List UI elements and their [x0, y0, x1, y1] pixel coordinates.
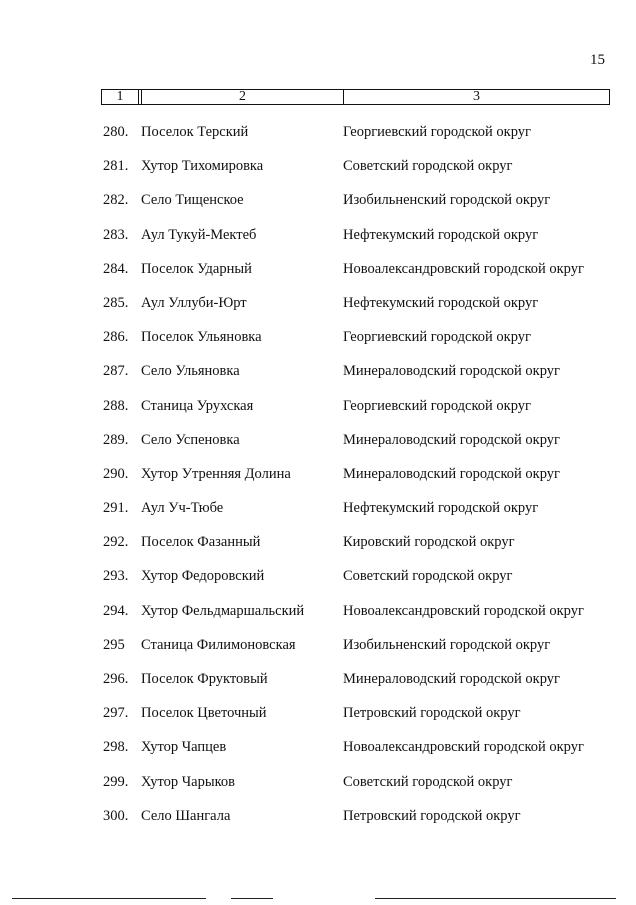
- table-row: [0, 394, 636, 428]
- row-number: 293.: [103, 568, 129, 585]
- district-name: Минераловодский городской округ: [343, 431, 560, 448]
- settlement-name: Аул Уллуби-Юрт: [141, 294, 247, 311]
- row-number: 291.: [103, 500, 129, 517]
- settlement-name: Поселок Ударный: [141, 260, 252, 277]
- table-row: [0, 359, 636, 393]
- settlement-name: Село Тищенское: [141, 192, 244, 209]
- district-name: Георгиевский городской округ: [343, 124, 531, 140]
- row-number: 299.: [103, 773, 129, 790]
- table-row: [0, 291, 636, 325]
- row-number: 284.: [103, 260, 129, 277]
- row-number: 288.: [103, 397, 129, 414]
- settlement-name: Аул Тукуй-Мектеб: [141, 226, 257, 243]
- row-number: 294.: [103, 602, 129, 619]
- row-number: 282.: [103, 192, 129, 209]
- district-name: Георгиевский городской округ: [343, 329, 531, 346]
- footer-rule-middle: [231, 898, 273, 899]
- row-number: 287.: [103, 363, 129, 380]
- header-col-3: 3: [473, 89, 480, 104]
- table-row: [0, 120, 636, 154]
- table-row: [0, 496, 636, 530]
- district-name: Изобильненский городской округ: [343, 192, 551, 209]
- header-col-1: 1: [102, 90, 139, 104]
- settlement-name: Поселок Цветочный: [141, 705, 267, 722]
- settlement-name: Хутор Тихомировка: [141, 158, 264, 175]
- row-number: 289.: [103, 431, 129, 448]
- district-name: Нефтекумский городской округ: [343, 294, 539, 311]
- table-row: [0, 325, 636, 359]
- district-name: Нефтекумский городской округ: [343, 500, 539, 517]
- settlement-name: Село Ульяновка: [141, 363, 240, 380]
- settlement-name: Поселок Ульяновка: [141, 329, 262, 346]
- page-number: 15: [590, 52, 605, 68]
- district-name: Новоалександровский городской округ: [343, 260, 584, 277]
- row-number: 292.: [103, 534, 129, 551]
- table-row: [0, 804, 636, 838]
- table-row: [0, 223, 636, 257]
- settlement-name: Хутор Чапцев: [141, 739, 227, 756]
- table-row: [0, 154, 636, 188]
- footer-rule-left: [12, 898, 206, 899]
- row-number: 281.: [103, 158, 129, 175]
- table-row: [0, 462, 636, 496]
- settlement-name: Село Успеновка: [141, 431, 240, 448]
- district-name: Петровский городской округ: [343, 807, 521, 824]
- settlement-name: Хутор Чарыков: [141, 773, 235, 790]
- table-row: [0, 564, 636, 598]
- row-number: 290.: [103, 465, 129, 482]
- row-number: 285.: [103, 294, 129, 311]
- district-name: Изобильненский городской округ: [343, 636, 551, 653]
- district-name: Петровский городской округ: [343, 705, 521, 722]
- header-col-2: 2: [141, 90, 344, 104]
- table-row: [0, 257, 636, 291]
- row-number: 280.: [103, 124, 129, 140]
- settlement-name: Станица Урухская: [141, 397, 254, 414]
- table-row: [0, 428, 636, 462]
- row-number: 283.: [103, 226, 129, 243]
- table-row: [0, 188, 636, 222]
- table-row: [0, 530, 636, 564]
- district-name: Советский городской округ: [343, 773, 513, 790]
- row-number: 295: [103, 636, 125, 653]
- table-header: [101, 89, 610, 105]
- settlement-name: Поселок Терский: [141, 124, 249, 140]
- district-name: Советский городской округ: [343, 568, 513, 585]
- row-number: 296.: [103, 671, 129, 687]
- district-name: Минераловодский городской округ: [343, 363, 560, 380]
- table-row: [0, 633, 636, 667]
- table-row: [0, 599, 636, 633]
- settlement-name: Аул Уч-Тюбе: [141, 500, 224, 517]
- settlement-name: Хутор Федоровский: [141, 568, 265, 585]
- row-number: 300.: [103, 807, 129, 824]
- settlement-name: Хутор Фельдмаршальский: [141, 602, 305, 619]
- district-name: Кировский городской округ: [343, 534, 515, 551]
- district-name: Минераловодский городской округ: [343, 465, 560, 482]
- district-name: Новоалександровский городской округ: [343, 739, 584, 756]
- row-number: 298.: [103, 739, 129, 756]
- settlement-list: [0, 120, 636, 838]
- settlement-name: Станица Филимоновская: [141, 636, 296, 653]
- district-name: Нефтекумский городской округ: [343, 226, 539, 243]
- settlement-name: Поселок Фруктовый: [141, 671, 268, 687]
- district-name: Минераловодский городской округ: [343, 671, 560, 687]
- row-number: 297.: [103, 705, 129, 722]
- district-name: Новоалександровский городской округ: [343, 602, 584, 619]
- table-row: [0, 667, 636, 701]
- settlement-name: Хутор Утренняя Долина: [141, 465, 291, 482]
- settlement-name: Село Шангала: [141, 807, 231, 824]
- settlement-name: Поселок Фазанный: [141, 534, 261, 551]
- table-row: [0, 735, 636, 769]
- footer-rule-right: [375, 898, 616, 899]
- table-row: [0, 770, 636, 804]
- district-name: Георгиевский городской округ: [343, 397, 531, 414]
- row-number: 286.: [103, 329, 129, 346]
- district-name: Советский городской округ: [343, 158, 513, 175]
- table-row: [0, 701, 636, 735]
